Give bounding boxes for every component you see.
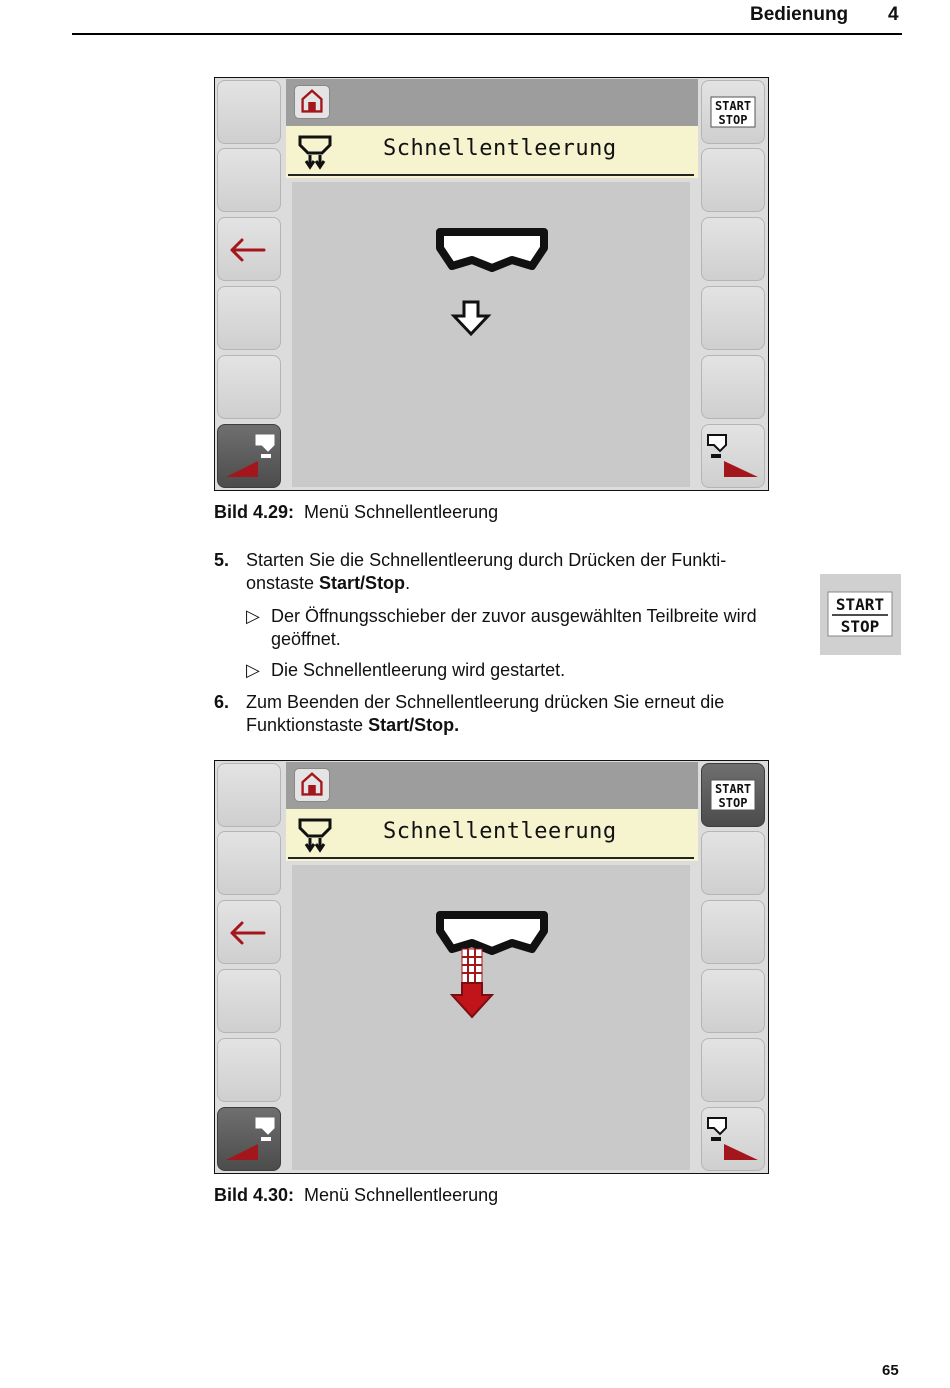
softkey-right-3[interactable] [701, 900, 765, 964]
step-5: 5. Starten Sie die Schnellentleerung durch Drücken der Funkti-onstaste Start/Stop. [214, 550, 727, 593]
result-arrow-icon: ▷ [246, 660, 260, 680]
softkey-right-5[interactable] [701, 1038, 765, 1102]
softkey-right-2[interactable] [701, 148, 765, 212]
start-stop-button[interactable] [701, 763, 765, 827]
figure-caption-2: Bild 4.30: Menü Schnellentleerung [214, 1185, 499, 1205]
softkey-left-1[interactable] [217, 80, 281, 144]
svg-text:STOP: STOP [718, 113, 748, 127]
quick-empty-icon [296, 814, 336, 854]
svg-text:START: START [714, 99, 752, 113]
softkey-right-3[interactable] [701, 217, 765, 281]
softkey-left-4[interactable] [217, 286, 281, 350]
menu-title-bar [286, 809, 698, 861]
softkey-right-5[interactable] [701, 355, 765, 419]
start-stop-icon [702, 81, 764, 143]
header-rule [72, 33, 902, 35]
back-button[interactable] [217, 900, 281, 964]
result-arrow-icon: ▷ [246, 606, 260, 626]
softkey-right-4[interactable] [701, 286, 765, 350]
hopper-display [292, 182, 690, 487]
status-bar [286, 79, 698, 126]
left-hopper-icon [218, 425, 280, 487]
svg-text:STOP: STOP [840, 617, 880, 636]
header-section-title: Bedienung [750, 4, 849, 25]
result-2: ▷ Die Schnellentleerung wird gestartet. [246, 660, 566, 680]
svg-text:STOP: STOP [718, 796, 748, 810]
start-stop-icon [702, 764, 764, 826]
left-hopper-icon [218, 1108, 280, 1170]
terminal-screen-1 [214, 77, 769, 491]
page-number: 65 [882, 1362, 899, 1379]
right-hopper-icon [702, 1108, 764, 1170]
hopper-emptying-graphic [292, 865, 690, 1170]
back-button[interactable] [217, 217, 281, 281]
softkey-right-2[interactable] [701, 831, 765, 895]
softkey-left-5[interactable] [217, 355, 281, 419]
menu-title: Schnellentleerung [383, 136, 617, 161]
svg-text:START: START [714, 782, 752, 796]
right-spreader-button[interactable] [701, 1107, 765, 1171]
right-hopper-icon [702, 425, 764, 487]
softkey-left-5[interactable] [217, 1038, 281, 1102]
hopper-display [292, 865, 690, 1170]
menu-title-bar [286, 126, 698, 178]
left-spreader-button[interactable] [217, 1107, 281, 1171]
status-bar [286, 762, 698, 809]
start-stop-key-margin-icon [820, 574, 901, 655]
right-spreader-button[interactable] [701, 424, 765, 488]
quick-empty-icon [296, 131, 336, 171]
softkey-left-2[interactable] [217, 831, 281, 895]
hopper-closed-graphic [292, 182, 690, 487]
figure-caption-1: Bild 4.29: Menü Schnellentleerung [214, 502, 499, 522]
home-icon[interactable] [294, 85, 330, 119]
start-stop-button[interactable] [701, 80, 765, 144]
result-1: ▷ Der Öffnungsschieber der zuvor ausgewählten Teilbreite wird geöffnet. [246, 606, 757, 649]
terminal-screen-2 [214, 760, 769, 1174]
left-spreader-button[interactable] [217, 424, 281, 488]
softkey-left-1[interactable] [217, 763, 281, 827]
back-arrow-icon [218, 901, 280, 963]
softkey-left-2[interactable] [217, 148, 281, 212]
back-arrow-icon [218, 218, 280, 280]
softkey-left-4[interactable] [217, 969, 281, 1033]
menu-title: Schnellentleerung [383, 819, 617, 844]
softkey-right-4[interactable] [701, 969, 765, 1033]
home-icon[interactable] [294, 768, 330, 802]
svg-text:START: START [835, 595, 885, 614]
header-chapter-number: 4 [888, 4, 899, 25]
step-6: 6. Zum Beenden der Schnellentleerung drücken Sie erneut die Funktionstaste Start/Stop. [214, 692, 725, 735]
